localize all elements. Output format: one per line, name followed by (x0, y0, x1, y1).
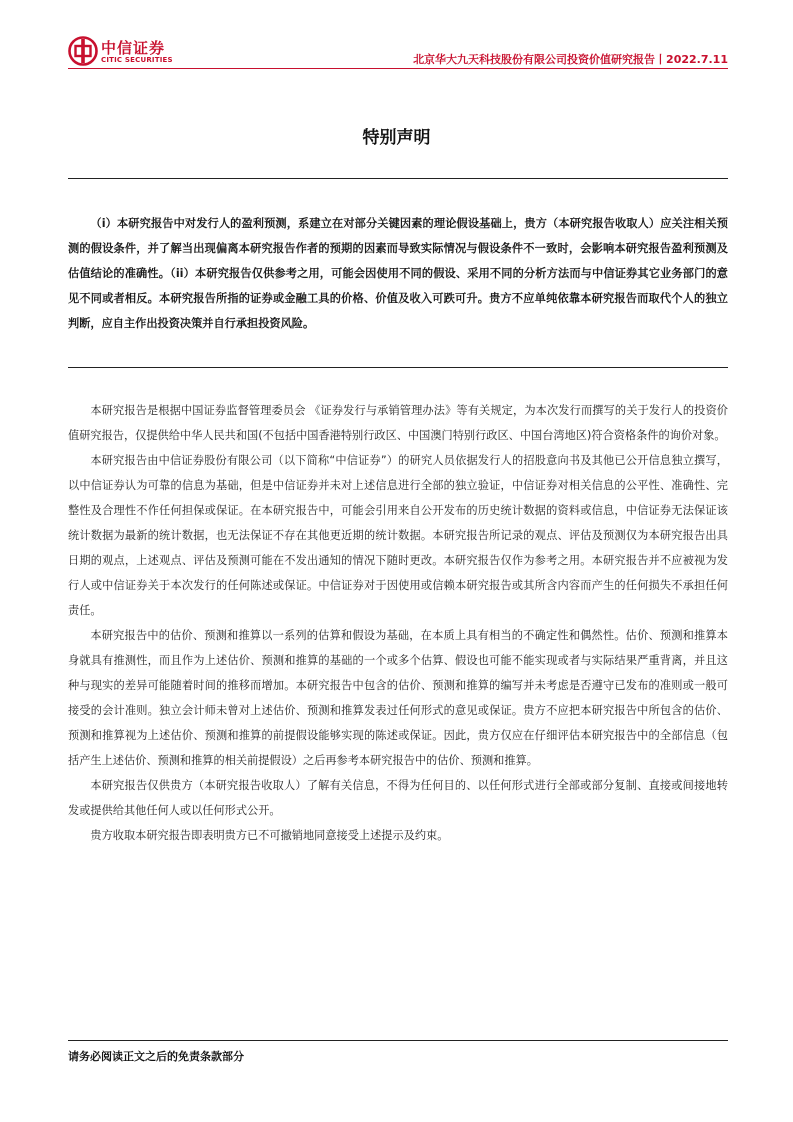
body-paragraph-3: 本研究报告中的估价、预测和推算以一系列的估算和假设为基础，在本质上具有相当的不确定性和偶然性。估价、预测和推算本身就具有推测性，而且作为上述估价、预测和推算的基础的一个或多个估算、假设也可能不能实现或者与实际结果严重背离，并且这种与现实的差异可能随着时间的推移而增加。本研究报告中包含的估价、预测和推算的编写并未考虑是否遵守已发布的准则或一般可接受的会计准则。独立会计师未曾对上述估价、预测和推算发表过任何形式的意见或保证。贵方不应把本研究报告中所包含的估价、预测和推算视为上述估价、预测和推算的前提假设能够实现的陈述或保证。因此，贵方仅应在仔细评估本研究报告中的全部信息（包括产生上述估价、预测和推算的相关前提假设）之后再参考本研究报告中的估价、预测和推算。 (68, 629, 728, 767)
title-divider (68, 178, 728, 179)
notice-divider (68, 367, 728, 368)
body-paragraph-2: 本研究报告由中信证券股份有限公司（以下简称“中信证券”）的研究人员依据发行人的招股意向书及其他已公开信息独立撰写，以中信证券认为可靠的信息为基础，但是中信证券并未对上述信息进行全部的独立验证，中信证券对相关信息的公平性、准确性、完整性及合理性不作任何担保或保证。在本研究报告中，可能会引用来自公开发布的历史统计数据的资料或信息，中信证券无法保证该统计数据为最新的统计数据，也无法保证不存在其他更近期的统计数据。本研究报告所记录的观点、评估及预测仅为本研究报告出具日期的观点，上述观点、评估及预测可能在不发出通知的情况下随时更改。本研究报告仅作为参考之用。本研究报告并不应被视为发行人或中信证券关于本次发行的任何陈述或保证。中信证券对于因使用或信赖本研究报告或其所含内容而产生的任何损失不承担任何责任。 (68, 454, 728, 617)
page-header (68, 36, 728, 70)
citic-logo (68, 36, 178, 68)
disclaimer-body (68, 398, 728, 848)
report-header-title: 北京华大九天科技股份有限公司投资价值研究报告丨2022.7.11 (413, 53, 728, 66)
page-title: 特别声明 (362, 128, 431, 148)
notice-block (68, 211, 728, 336)
notice-paragraph: （i）本研究报告中对发行人的盈利预测，系建立在对部分关键因素的理论假设基础上，贵方（本研究报告收取人）应关注相关预测的假设条件，并了解当出现偏离本研究报告作者的预期的因素而导致实际情况与假设条件不一致时，会影响本研究报告盈利预测及估值结论的准确性。（ii）本研究报告仅供参考之用，可能会因使用不同的假设、采用不同的分析方法而与中信证券其它业务部门的意见不同或者相反。本研究报告所指的证券或金融工具的价格、价值及收入可跌可升。贵方不应单纯依靠本研究报告而取代个人的独立判断，应自主作出投资决策并自行承担投资风险。 (68, 217, 728, 330)
footer-divider (68, 1040, 728, 1041)
header-divider (68, 68, 728, 69)
body-paragraph-4: 本研究报告仅供贵方（本研究报告收取人）了解有关信息，不得为任何目的、以任何形式进行全部或部分复制、直接或间接地转发或提供给其他任何人或以任何形式公开。 (68, 779, 728, 817)
citic-emblem-icon (68, 36, 98, 66)
logo-english-name: CITIC SECURITIES (101, 56, 173, 64)
body-paragraph-1: 本研究报告是根据中国证券监督管理委员会 《证券发行与承销管理办法》等有关规定，为本次发行而撰写的关于发行人的投资价值研究报告，仅提供给中华人民共和国(不包括中国香港特别行政区、中国澳门特别行政区、中国台湾地区)符合资格条件的询价对象。 (68, 404, 728, 442)
footer-disclaimer-note: 请务必阅读正文之后的免责条款部分 (68, 1050, 244, 1063)
body-paragraph-5: 贵方收取本研究报告即表明贵方已不可撤销地同意接受上述提示及约束。 (90, 829, 449, 842)
logo-chinese-name: 中信证券 (101, 39, 166, 57)
